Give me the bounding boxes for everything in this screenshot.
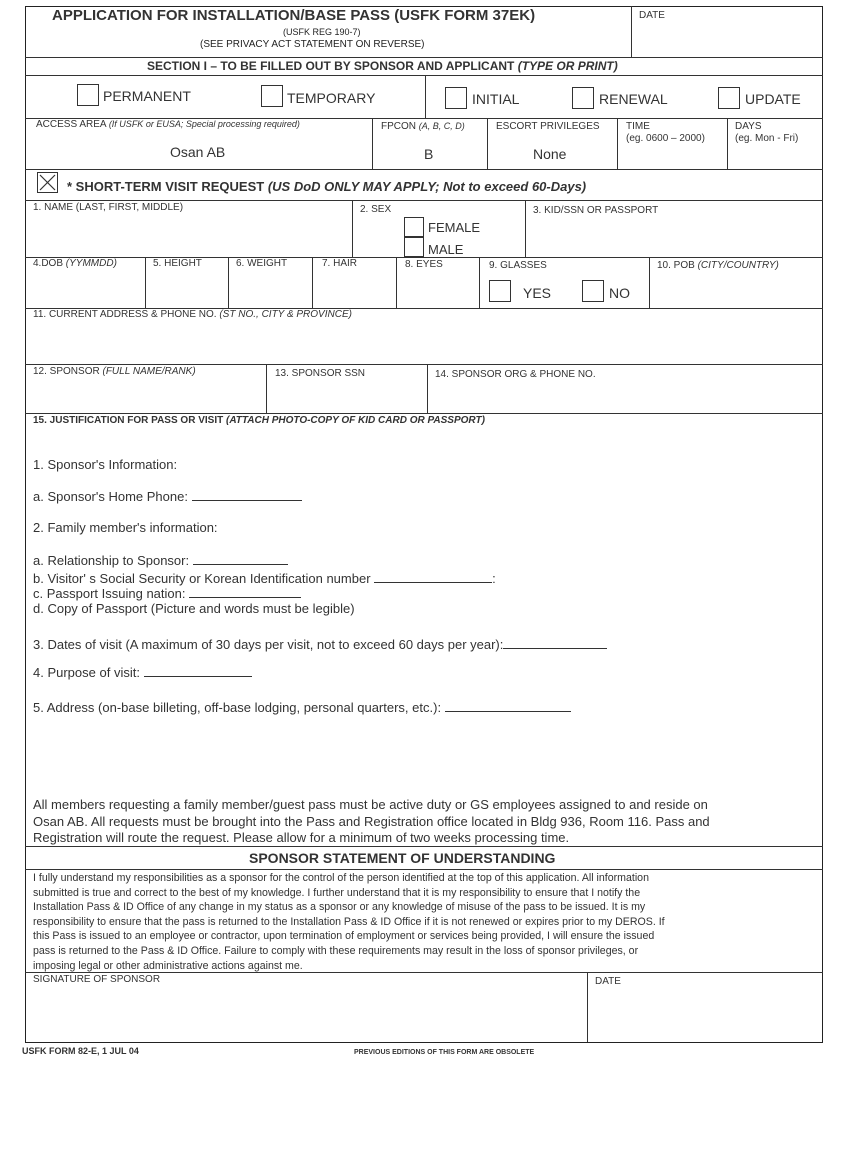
access-bottom-line <box>25 169 823 170</box>
row1-divider-2 <box>525 200 526 257</box>
dates-of-visit-line <box>33 636 607 652</box>
sponsor-label-text: 12. SPONSOR <box>33 366 100 377</box>
visitor-ssn-blank[interactable] <box>374 570 492 583</box>
row2-divider-1 <box>145 257 146 308</box>
permanent-checkbox[interactable] <box>77 84 99 106</box>
name-label: 1. NAME (LAST, FIRST, MIDDLE) <box>33 202 184 213</box>
access-area-value[interactable]: Osan AB <box>170 144 226 160</box>
obsolete-notice: PREVIOUS EDITIONS OF THIS FORM ARE OBSOLETE <box>354 1049 535 1056</box>
row1-divider-1 <box>352 200 353 257</box>
fpcon-note: (A, B, C, D) <box>418 121 465 131</box>
statement-body <box>33 871 665 973</box>
statement-line-6: pass is returned to the Pass & ID Office. Failure to comply with these requirements may result in the loss of sponsor privileges, or <box>33 944 639 957</box>
sex-label: 2. SEX <box>360 204 392 215</box>
glasses-yes-checkbox[interactable] <box>489 280 511 302</box>
frame-right <box>822 6 823 1043</box>
statement-bottom-line <box>25 972 823 973</box>
pob-label <box>657 260 779 271</box>
passport-nation-text: c. Passport Issuing nation: <box>33 586 186 601</box>
section1-title-text: SECTION I – TO BE FILLED OUT BY SPONSOR AND APPLICANT <box>147 59 515 73</box>
height-label: 5. HEIGHT <box>153 258 202 269</box>
visit-address-text: 5. Address (on-base billeting, off-base lodging, personal quarters, etc.): <box>33 700 442 715</box>
access-area-note: (If USFK or EUSA; Special processing required) <box>108 119 300 129</box>
dates-of-visit-text: 3. Dates of visit (A maximum of 30 days per visit, not to exceed 60 days per year): <box>33 637 504 652</box>
glasses-label: 9. GLASSES <box>489 260 547 271</box>
male-checkbox[interactable] <box>404 237 424 257</box>
frame-bottom <box>25 1042 823 1043</box>
short-term-label: * SHORT-TERM VISIT REQUEST <box>67 179 265 194</box>
section1-title <box>147 59 618 73</box>
form-id: USFK FORM 82-E, 1 JUL 04 <box>22 1046 139 1056</box>
purpose-text: 4. Purpose of visit: <box>33 665 140 680</box>
statement-title-line <box>25 869 823 870</box>
sponsor-label <box>33 366 196 377</box>
notice-line-3: Registration will route the request. Please allow for a minimum of two weeks processing time. <box>33 830 570 845</box>
eyes-label: 8. EYES <box>405 259 443 270</box>
family-info-line: 2. Family member's information: <box>33 520 218 535</box>
section1-title-note: (TYPE OR PRINT) <box>517 59 618 73</box>
hair-label: 7. HAIR <box>322 258 358 269</box>
notice-line-2: Osan AB. All requests must be brought into the Pass and Registration office located in Bldg 936, Room 116. Pass and <box>33 814 710 829</box>
header-date-field[interactable] <box>632 22 820 56</box>
justification-label <box>33 415 485 426</box>
address-label-text: 11. CURRENT ADDRESS & PHONE NO. <box>33 309 217 320</box>
visitor-ssn-text: b. Visitor' s Social Security or Korean Identification number <box>33 571 371 586</box>
home-phone-text: a. Sponsor's Home Phone: <box>33 489 188 504</box>
fpcon-value[interactable]: B <box>424 146 434 162</box>
checked-x-icon <box>38 173 57 192</box>
male-label: MALE <box>428 242 464 257</box>
signature-label: SIGNATURE OF SPONSOR <box>33 974 161 985</box>
form-regulation: (USFK REG 190-7) <box>283 27 361 37</box>
signature-date-label: DATE <box>595 976 621 987</box>
address-note: (ST NO., CITY & PROVINCE) <box>219 309 352 320</box>
weight-label: 6. WEIGHT <box>236 258 288 269</box>
row4-divider-1 <box>266 364 267 413</box>
female-checkbox[interactable] <box>404 217 424 237</box>
purpose-line <box>33 664 252 680</box>
section1-line <box>25 75 823 76</box>
glasses-yes-label: YES <box>523 285 552 301</box>
row2-divider-5 <box>479 257 480 308</box>
row2-divider-6 <box>649 257 650 308</box>
privacy-notice: (SEE PRIVACY ACT STATEMENT ON REVERSE) <box>200 39 425 50</box>
visit-address-blank[interactable] <box>445 699 571 712</box>
renewal-label: RENEWAL <box>599 91 668 107</box>
days-label: DAYS <box>735 121 762 132</box>
initial-checkbox[interactable] <box>445 87 467 109</box>
sponsor-ssn-label: 13. SPONSOR SSN <box>275 368 366 379</box>
statement-line-5: this Pass is issued to an employee or contractor, upon termination of employment or services being provided, I will ensure the issued <box>33 930 655 943</box>
update-checkbox[interactable] <box>718 87 740 109</box>
permanent-label: PERMANENT <box>103 88 191 104</box>
statement-line-3: Installation Pass & ID Office of any change in my status as a sponsor or any knowledge of misuse of the pass to be issued. It is my <box>33 901 646 914</box>
row3-bottom-line <box>25 364 823 365</box>
short-term-bottom-line <box>25 200 823 201</box>
access-area-label-text: ACCESS AREA <box>36 119 107 130</box>
relationship-text: a. Relationship to Sponsor: <box>33 553 190 568</box>
time-note: (eg. 0600 – 2000) <box>626 133 705 144</box>
short-term-checkbox[interactable] <box>37 172 58 193</box>
frame-left <box>25 6 26 1043</box>
short-term-note: (US DoD ONLY MAY APPLY; Not to exceed 60-Days) <box>267 179 587 194</box>
name-field[interactable] <box>27 214 350 256</box>
dob-label <box>33 258 117 269</box>
pob-note: (CITY/COUNTRY) <box>697 260 779 271</box>
dates-of-visit-blank[interactable] <box>503 636 607 649</box>
statement-line-2: submitted is true and correct to the best of my knowledge. I further understand that it is my responsibility to ensure that I notify the <box>33 886 641 899</box>
fpcon-label-text: FPCON <box>381 121 416 132</box>
signature-divider <box>587 972 588 1042</box>
row4-bottom-line <box>25 413 823 414</box>
escort-value[interactable]: None <box>533 146 567 162</box>
header-date-label: DATE <box>639 10 665 21</box>
kid-field[interactable] <box>527 218 820 256</box>
address-label <box>33 309 352 320</box>
row2-divider-3 <box>312 257 313 308</box>
passport-nation-line <box>33 585 301 601</box>
row2-divider-2 <box>228 257 229 308</box>
short-term-request <box>67 179 586 194</box>
visitor-ssn-colon: : <box>492 571 496 586</box>
visit-address-line <box>33 699 571 715</box>
row4-divider-2 <box>427 364 428 413</box>
sponsor-info-line: 1. Sponsor's Information: <box>33 457 178 472</box>
dob-note: (YYMMDD) <box>65 258 117 269</box>
pass-type-divider <box>425 75 426 118</box>
access-divider-2 <box>487 118 488 169</box>
dob-label-text: 4.DOB <box>33 258 64 269</box>
female-label: FEMALE <box>428 220 481 235</box>
statement-line-1: I fully understand my responsibilities as a sponsor for the control of the person identified at the top of this application. All information <box>33 872 649 884</box>
access-area-label <box>36 119 300 130</box>
statement-line-7: imposing legal or other administrative actions against me. <box>33 959 303 972</box>
access-divider-4 <box>727 118 728 169</box>
access-divider-3 <box>617 118 618 169</box>
glasses-no-checkbox[interactable] <box>582 280 604 302</box>
temporary-checkbox[interactable] <box>261 85 283 107</box>
justification-note: (ATTACH PHOTO-COPY OF KID CARD OR PASSPORT) <box>226 415 485 426</box>
form-title: APPLICATION FOR INSTALLATION/BASE PASS (USFK FORM 37EK) <box>52 7 536 24</box>
justification-label-text: 15. JUSTIFICATION FOR PASS OR VISIT <box>33 415 224 426</box>
time-label: TIME <box>626 121 650 132</box>
relationship-line <box>33 552 288 568</box>
visitor-ssn-line <box>33 570 496 586</box>
passport-nation-blank[interactable] <box>189 585 301 598</box>
sponsor-note: (FULL NAME/RANK) <box>102 366 196 377</box>
fpcon-label <box>381 121 465 132</box>
days-note: (eg. Mon - Fri) <box>735 133 799 144</box>
update-label: UPDATE <box>745 91 801 107</box>
address-field[interactable] <box>27 322 820 362</box>
signature-date-field[interactable] <box>589 990 820 1040</box>
relationship-blank[interactable] <box>193 552 288 565</box>
temporary-label: TEMPORARY <box>287 90 376 106</box>
notice-line-1: All members requesting a family member/guest pass must be active duty or GS employees assigned to and reside on <box>33 797 708 812</box>
home-phone-line <box>33 488 302 504</box>
escort-label: ESCORT PRIVILEGES <box>496 121 600 132</box>
row2-divider-4 <box>396 257 397 308</box>
passport-copy-line: d. Copy of Passport (Picture and words must be legible) <box>33 601 355 616</box>
kid-label: 3. KID/SSN OR PASSPORT <box>533 205 659 216</box>
statement-line-4: responsibility to ensure that the pass is returned to the Installation Pass & ID Office if it is not renewed or expires prior to my DEROS. If <box>33 915 665 928</box>
header-bottom-line <box>25 57 823 58</box>
initial-label: INITIAL <box>472 91 520 107</box>
signature-field[interactable] <box>27 988 585 1040</box>
renewal-checkbox[interactable] <box>572 87 594 109</box>
sponsor-org-label: 14. SPONSOR ORG & PHONE NO. <box>435 369 596 380</box>
statement-title: SPONSOR STATEMENT OF UNDERSTANDING <box>249 850 556 866</box>
pob-label-text: 10. POB <box>657 260 695 271</box>
home-phone-blank[interactable] <box>192 488 302 501</box>
purpose-blank[interactable] <box>144 664 252 677</box>
glasses-no-label: NO <box>609 285 630 301</box>
justification-bottom-line <box>25 846 823 847</box>
access-divider-1 <box>372 118 373 169</box>
